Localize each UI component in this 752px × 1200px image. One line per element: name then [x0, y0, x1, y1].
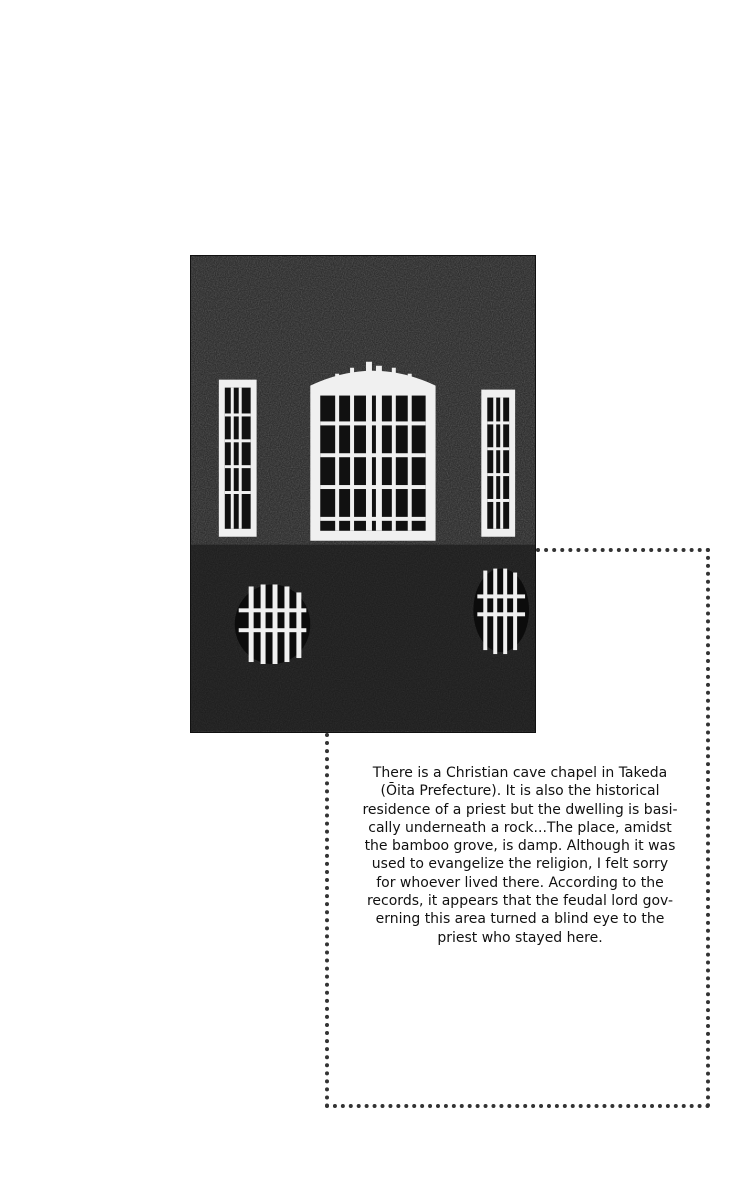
caption-line: (Ōita Prefecture). It is also the historical — [380, 783, 660, 800]
cave-chapel-photo — [190, 255, 536, 733]
left-window — [219, 380, 257, 537]
caption-line: There is a Christian cave chapel in Takeda — [372, 765, 668, 781]
caption-line: the bamboo grove, is damp. Although it was — [364, 838, 676, 855]
caption-line: priest who stayed here. — [437, 929, 603, 946]
caption-line: erning this area turned a blind eye to the — [375, 911, 665, 928]
central-window — [310, 362, 435, 541]
caption-line: records, it appears that the feudal lord gov- — [366, 893, 674, 910]
caption-line: for whoever lived there. According to the — [376, 874, 664, 891]
lower-left-round-window — [235, 584, 311, 664]
cave-chapel-illustration — [191, 256, 535, 732]
caption-line: residence of a priest but the dwelling is basi- — [362, 801, 678, 818]
caption-line: cally underneath a rock...The place, amidst — [368, 819, 672, 836]
caption-line: used to evangelize the religion, I felt sorry — [371, 856, 669, 873]
caption-text — [352, 764, 688, 947]
right-window — [481, 390, 515, 537]
